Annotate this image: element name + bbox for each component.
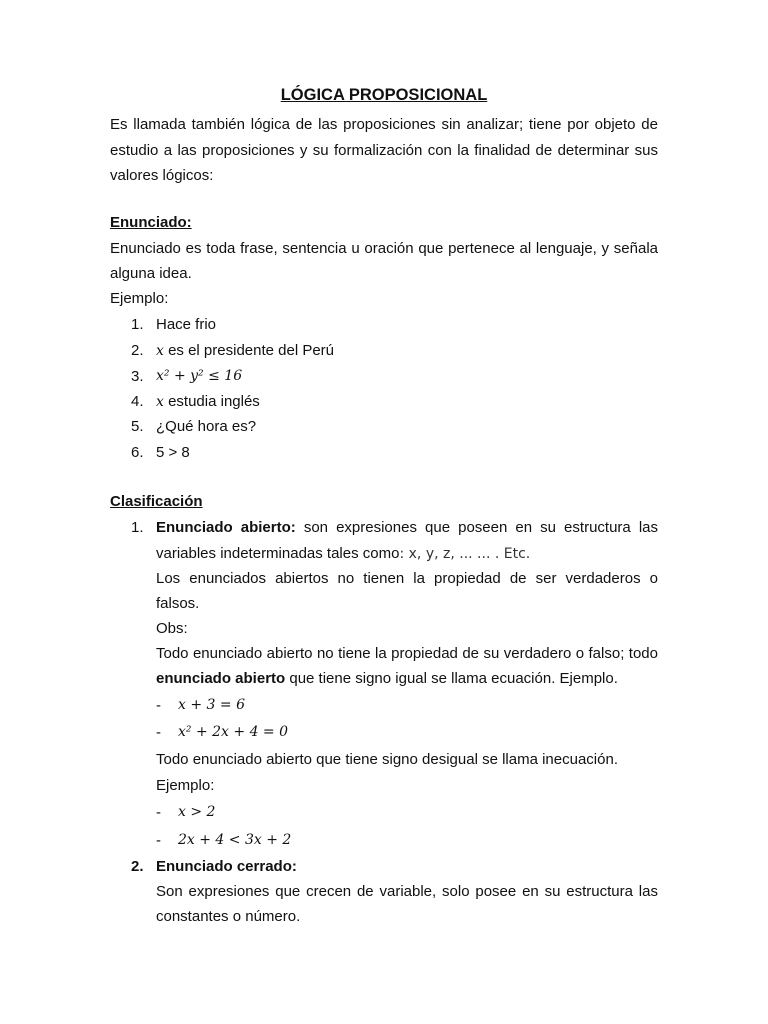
enunciado-definition-line: alguna idea. xyxy=(110,265,192,282)
obs-line xyxy=(156,666,618,691)
ejemplo-label: Ejemplo: xyxy=(156,777,215,794)
inequation: 2x + 4 < 3x + 2 xyxy=(178,832,292,848)
inecuacion-line: Todo enunciado abierto que tiene signo desigual se llama inecuación. xyxy=(156,751,618,768)
variables-list: : x, y, z, ... ... . Etc. xyxy=(399,546,531,562)
cerrado-line: Son expresiones que crecen de variable, solo posee en su estructura las xyxy=(156,883,658,900)
section-heading-enunciado: Enunciado: xyxy=(110,214,192,231)
list-number: 4. xyxy=(131,393,144,410)
obs-bold-term: enunciado abierto xyxy=(156,670,286,687)
math-variable: x xyxy=(156,394,164,410)
list-item: Hace frio xyxy=(156,316,217,333)
math-variable: x xyxy=(156,343,164,359)
dash-bullet: - xyxy=(156,832,161,849)
cerrado-label: Enunciado cerrado: xyxy=(156,858,297,875)
abierto-line xyxy=(156,541,530,567)
list-number: 1. xyxy=(131,316,144,333)
abierto-label: Enunciado abierto: xyxy=(156,519,296,536)
list-item-math: x² + y² ≤ 16 xyxy=(156,368,243,384)
list-number: 2. xyxy=(131,858,144,875)
dash-bullet: - xyxy=(156,697,161,714)
obs-line-text: que tiene signo igual se llama ecuación. Ejemplo. xyxy=(285,670,618,687)
inequation: x > 2 xyxy=(178,804,216,820)
intro-line: Es llamada también lógica de las proposiciones sin analizar; tiene por objeto de xyxy=(110,116,658,133)
cerrado-line: constantes o número. xyxy=(156,908,301,925)
abierto-line: falsos. xyxy=(156,595,200,612)
abierto-line: Los enunciados abiertos no tienen la propiedad de ser verdaderos o xyxy=(156,570,658,587)
list-number: 5. xyxy=(131,418,144,435)
list-item-text: es el presidente del Perú xyxy=(163,342,335,359)
intro-line: valores lógicos: xyxy=(110,167,214,184)
list-item: 5 > 8 xyxy=(156,444,190,461)
page-title: LÓGICA PROPOSICIONAL xyxy=(280,86,488,104)
dash-bullet: - xyxy=(156,724,161,741)
obs-label: Obs: xyxy=(156,620,188,637)
equation: x + 3 = 6 xyxy=(178,697,245,713)
intro-paragraph xyxy=(110,112,658,189)
list-item xyxy=(156,338,334,364)
list-item-text: estudia inglés xyxy=(163,393,260,410)
abierto-line xyxy=(156,515,658,540)
list-number: 1. xyxy=(131,519,144,536)
abierto-line-text: son expresiones que poseen en su estructura las xyxy=(295,519,658,536)
obs-line: Todo enunciado abierto no tiene la propiedad de su verdadero o falso; todo xyxy=(156,645,658,662)
list-number: 3. xyxy=(131,368,144,385)
abierto-line-text: variables indeterminadas tales como xyxy=(156,545,400,562)
list-number: 6. xyxy=(131,444,144,461)
list-item: ¿Qué hora es? xyxy=(156,418,257,435)
intro-line: estudio a las proposiciones y su formalización con la finalidad de determinar sus xyxy=(110,141,658,159)
list-item xyxy=(156,389,260,415)
section-heading-clasificacion: Clasificación xyxy=(110,493,203,510)
enunciado-definition-line: Enunciado es toda frase, sentencia u oración que pertenece al lenguaje, y señala xyxy=(110,240,658,257)
dash-bullet: - xyxy=(156,804,161,821)
equation: x² + 2x + 4 = 0 xyxy=(178,724,289,740)
ejemplo-label: Ejemplo: xyxy=(110,290,169,307)
list-number: 2. xyxy=(131,342,144,359)
